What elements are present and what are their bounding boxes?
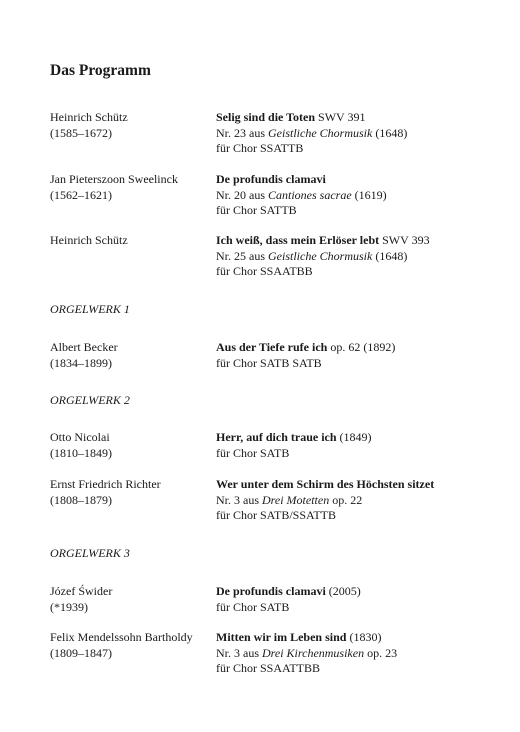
composer-name: Otto Nicolai: [50, 430, 110, 444]
work-block: [216, 110, 516, 157]
work-suffix: SWV 393: [379, 233, 430, 247]
source-prefix: Nr. 23 aus: [216, 125, 268, 140]
work-title: Aus der Tiefe rufe ich: [216, 340, 328, 354]
work-block: [216, 584, 516, 615]
composer-block: [50, 430, 220, 461]
work-suffix: (1849): [336, 430, 372, 444]
composer-dates: (*1939): [50, 599, 88, 614]
composer-block: [50, 340, 220, 371]
composer-block: [50, 110, 220, 141]
composer-name: Felix Mendelssohn Bartholdy: [50, 630, 193, 644]
interlude-orgelwerk-1: ORGELWERK 1: [50, 302, 130, 316]
composer-block: [50, 630, 220, 661]
composer-name: Jan Pieterszoon Sweelinck: [50, 172, 178, 186]
source-collection: Cantiones sacrae: [268, 187, 352, 202]
composer-block: [50, 172, 220, 203]
composer-name: Józef Świder: [50, 584, 113, 598]
source-collection: Drei Kirchenmusiken: [262, 645, 365, 660]
work-title-line: [216, 630, 516, 646]
work-suffix: SWV 391: [315, 110, 366, 124]
composer-dates: (1562–1621): [50, 187, 112, 202]
work-scoring: für Chor SSAATTBB: [216, 661, 321, 675]
interlude-orgelwerk-2: ORGELWERK 2: [50, 393, 130, 407]
work-scoring: für Chor SATB: [216, 445, 290, 460]
work-block: [216, 340, 516, 371]
composer-dates: (1808–1879): [50, 492, 112, 507]
source-collection: Geistliche Chormusik: [268, 125, 373, 140]
work-title-line: [216, 584, 516, 600]
source-suffix: op. 22: [329, 492, 363, 507]
source-prefix: Nr. 20 aus: [216, 187, 268, 202]
work-title: Mitten wir im Leben sind: [216, 630, 347, 644]
work-scoring: für Chor SSATTB: [216, 141, 304, 155]
work-title-line: [216, 477, 516, 493]
source-suffix: (1648): [372, 248, 408, 263]
composer-dates: (1810–1849): [50, 445, 112, 460]
work-source: [216, 188, 516, 204]
work-title: Ich weiß, dass mein Erlöser lebt: [216, 233, 380, 247]
work-block: [216, 477, 516, 524]
work-title-line: [216, 340, 516, 356]
interlude-orgelwerk-3: ORGELWERK 3: [50, 546, 130, 560]
page-title: Das Programm: [50, 62, 151, 79]
work-source: [216, 493, 516, 509]
source-prefix: Nr. 25 aus: [216, 248, 268, 263]
work-scoring: für Chor SATB: [216, 599, 290, 614]
work-title: Wer unter dem Schirm des Höchsten sitzet: [216, 477, 435, 491]
work-suffix: (1830): [346, 630, 382, 644]
work-source: [216, 249, 516, 265]
source-prefix: Nr. 3 aus: [216, 492, 262, 507]
source-collection: Drei Motetten: [262, 492, 330, 507]
work-scoring: für Chor SSAATBB: [216, 264, 313, 278]
work-title-line: [216, 430, 516, 446]
composer-name: Albert Becker: [50, 340, 118, 354]
work-block: [216, 630, 516, 677]
work-scoring: für Chor SATB SATB: [216, 355, 322, 370]
work-title: De profundis clamavi: [216, 584, 326, 598]
source-suffix: (1619): [351, 187, 387, 202]
source-suffix: op. 23: [364, 645, 398, 660]
work-suffix: op. 62 (1892): [327, 340, 396, 354]
work-title: Selig sind die Toten: [216, 110, 316, 124]
composer-dates: (1585–1672): [50, 125, 112, 140]
work-title-line: [216, 233, 516, 249]
source-collection: Geistliche Chormusik: [268, 248, 373, 263]
work-block: [216, 233, 516, 280]
work-title-line: [216, 110, 516, 126]
composer-block: [50, 477, 220, 508]
work-title: Herr, auf dich traue ich: [216, 430, 337, 444]
work-block: [216, 172, 516, 219]
composer-block: [50, 584, 220, 615]
work-block: [216, 430, 516, 461]
composer-block: [50, 233, 220, 249]
source-prefix: Nr. 3 aus: [216, 645, 262, 660]
work-source: [216, 646, 516, 662]
work-source: [216, 126, 516, 142]
work-suffix: (2005): [325, 584, 361, 598]
work-scoring: für Chor SATTB: [216, 203, 297, 217]
work-title: De profundis clamavi: [216, 172, 326, 186]
composer-dates: (1809–1847): [50, 645, 112, 660]
source-suffix: (1648): [372, 125, 408, 140]
work-scoring: für Chor SATB/SSATTB: [216, 508, 337, 522]
composer-dates: (1834–1899): [50, 355, 112, 370]
work-title-line: [216, 172, 516, 188]
composer-name: Heinrich Schütz: [50, 233, 128, 247]
composer-name: Heinrich Schütz: [50, 110, 128, 124]
composer-name: Ernst Friedrich Richter: [50, 477, 161, 491]
